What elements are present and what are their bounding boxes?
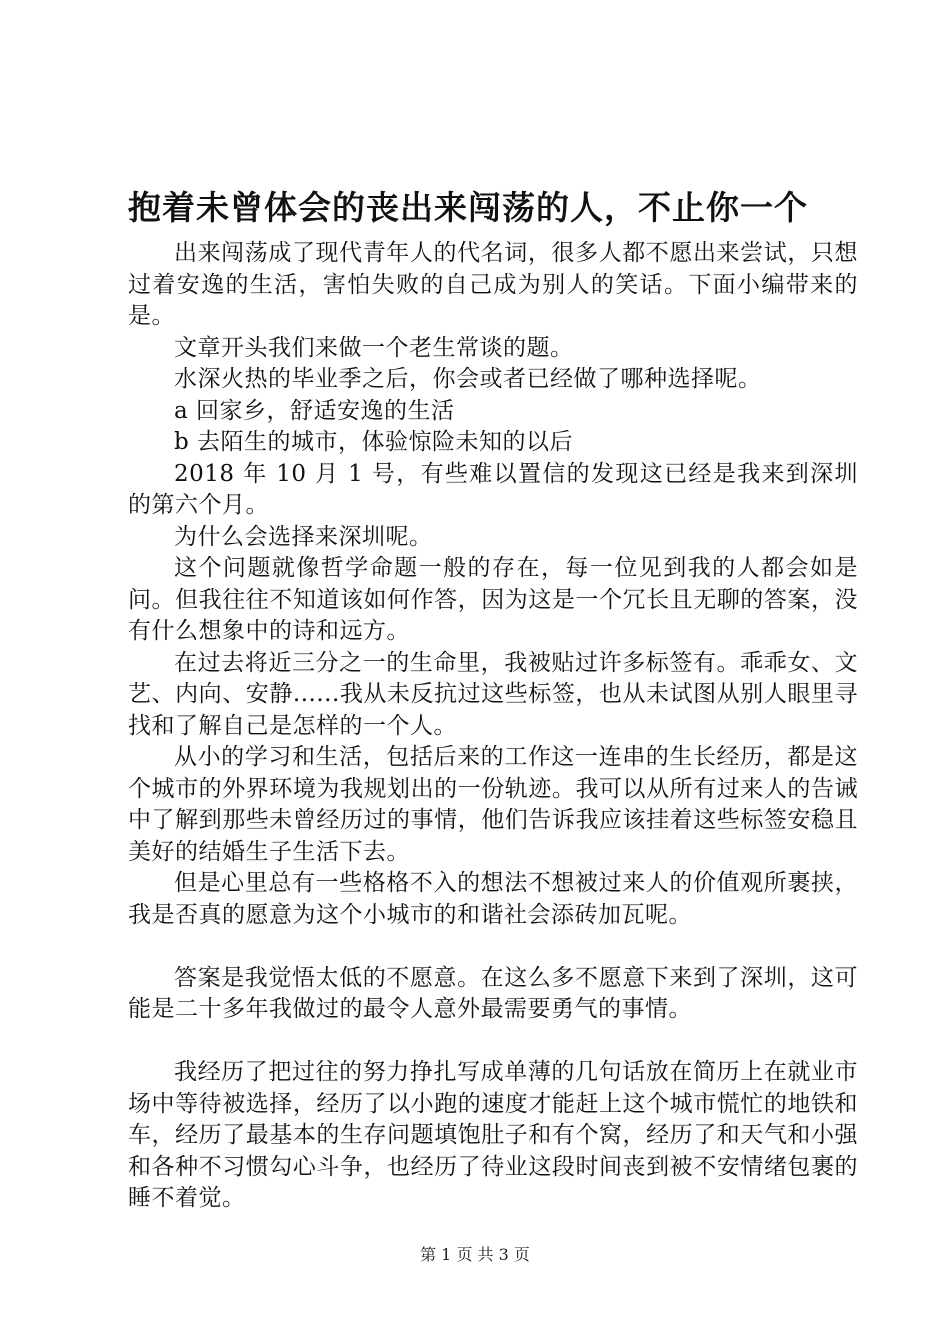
article-body xyxy=(128,238,858,1215)
paragraph: 这个问题就像哲学命题一般的存在，每一位见到我的人都会如是问。但我往往不知道该如何作答，因为这是一个冗长且无聊的答案，没有什么想象中的诗和远方。 xyxy=(128,555,858,644)
paragraph: 出来闯荡成了现代青年人的代名词，很多人都不愿出来尝试，只想过着安逸的生活，害怕失败的自己成为别人的笑话。下面小编带来的是。 xyxy=(128,240,858,329)
paragraph: 文章开头我们来做一个老生常谈的题。 xyxy=(174,334,574,361)
page-number-footer: 第 1 页 共 3 页 xyxy=(420,1245,530,1264)
paragraph: 在过去将近三分之一的生命里，我被贴过许多标签有。乖乖女、文艺、内向、安静......我从未反抗过这些标签，也从未试图从别人眼里寻找和了解自己是怎样的一个人。 xyxy=(128,649,858,739)
paragraph: 为什么会选择来深圳呢。 xyxy=(174,523,433,550)
paragraph: 答案是我觉悟太低的不愿意。在这么多不愿意下来到了深圳，这可能是二十多年我做过的最令人意外最需要勇气的事情。 xyxy=(128,964,858,1022)
paragraph-option-a: a 回家乡，舒适安逸的生活 xyxy=(174,397,455,424)
paragraph-option-b: b 去陌生的城市，体验惊险未知的以后 xyxy=(174,429,574,455)
paragraph: 从小的学习和生活，包括后来的工作这一连串的生长经历，都是这个城市的外界环境为我规划出的一份轨迹。我可以从所有过来人的告诫中了解到那些未曾经历过的事情，他们告诉我应该挂着这些标签安稳且美好的结婚生子生活下去。 xyxy=(128,744,858,865)
paragraph: 但是心里总有一些格格不入的想法不想被过来人的价值观所裹挟，我是否真的愿意为这个小城市的和谐社会添砖加瓦呢。 xyxy=(128,870,858,928)
page-title: 抱着未曾体会的丧出来闯荡的人，不止你一个 xyxy=(128,188,808,227)
paragraph: 我经历了把过往的努力挣扎写成单薄的几句话放在简历上在就业市场中等待被选择，经历了以小跑的速度才能赶上这个城市慌忙的地铁和车，经历了最基本的生存问题填饱肚子和有个窝，经历了和天气和小强和各种不习惯勾心斗争，也经历了待业这段时间丧到被不安情绪包裹的睡不着觉。 xyxy=(128,1059,858,1211)
paragraph: 2018 年 10 月 1 号，有些难以置信的发现这已经是我来到深圳的第六个月。 xyxy=(128,460,858,518)
paragraph: 水深火热的毕业季之后，你会或者已经做了哪种选择呢。 xyxy=(174,366,762,392)
